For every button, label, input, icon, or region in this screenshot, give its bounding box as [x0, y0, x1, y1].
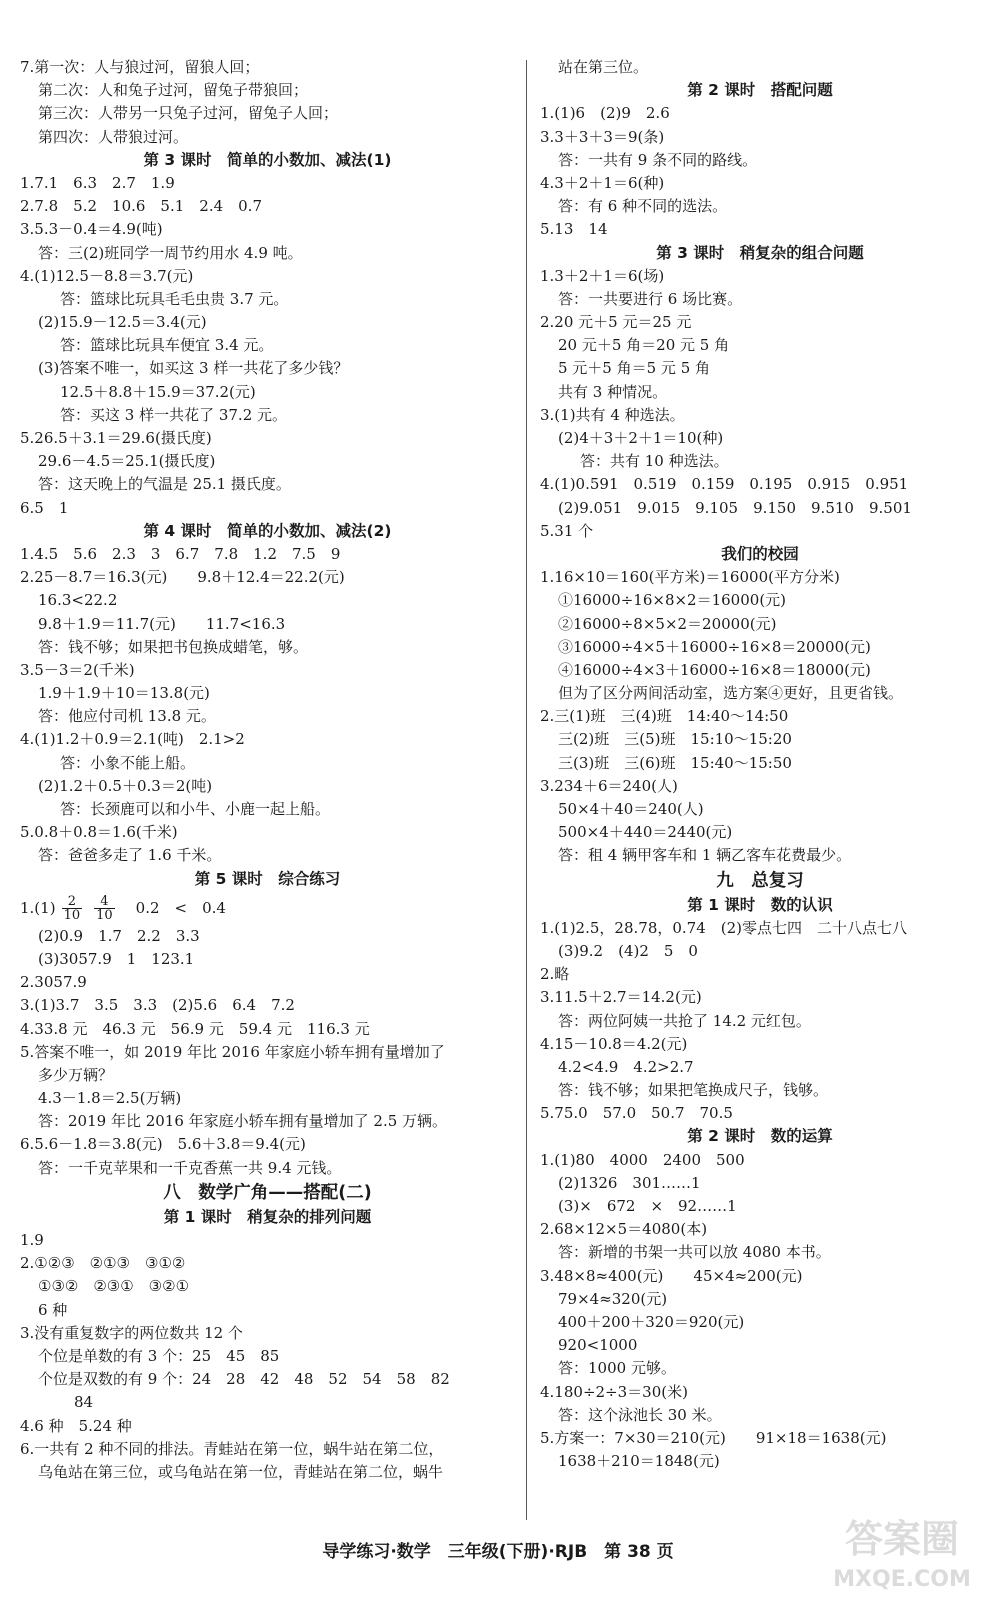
line-text: 2.25－8.7＝16.3(元) 9.8＋12.4＝22.2(元) — [20, 568, 345, 587]
line-text: 1.(1)6 (2)9 2.6 — [540, 104, 670, 123]
answer-line — [20, 1133, 515, 1156]
fraction-numerator: 4 — [94, 895, 115, 909]
answer-line — [20, 566, 515, 589]
line-text: (2)9.051 9.015 9.105 9.150 9.510 9.501 — [558, 498, 912, 517]
line-text: 答：一千克苹果和一千克香蕉一共 9.4 元钱。 — [38, 1158, 342, 1177]
answer-line — [540, 636, 980, 659]
answer-line — [540, 728, 980, 751]
line-text: 9.8＋1.9＝11.7(元) 11.7<16.3 — [38, 614, 286, 633]
line-text: 5.13 14 — [540, 220, 608, 239]
answer-line — [20, 705, 515, 728]
answer-line — [540, 682, 980, 705]
line-text: ②16000÷8×5×2＝20000(元) — [558, 614, 777, 633]
section-heading — [540, 79, 980, 102]
line-text: 2.68×12×5＝4080(本) — [540, 1220, 708, 1239]
line-text: 第三次：人带另一只兔子过河，留兔子人回； — [38, 104, 339, 123]
line-text: 50×4＋40＝240(人) — [558, 800, 704, 818]
line-text: (2)1326 301……1 — [558, 1173, 701, 1192]
fraction — [62, 895, 83, 922]
answer-line — [540, 1102, 980, 1125]
line-text: 答：这个泳池长 30 米。 — [558, 1405, 722, 1424]
line-text: 1.(1)80 4000 2400 500 — [540, 1150, 745, 1169]
line-text: 84 — [74, 1393, 94, 1412]
line-text: 2.三(1)班 三(4)班 14:40～14:50 — [540, 707, 789, 726]
answer-line — [540, 1334, 980, 1357]
section-heading — [540, 894, 980, 917]
answer-line — [540, 613, 980, 636]
line-text: 3.3＋3＋3＝9(条) — [540, 127, 665, 146]
line-text: (3)× 672 × 92……1 — [558, 1197, 737, 1215]
line-text: 4.6 种 5.24 种 — [20, 1416, 132, 1435]
answer-line — [20, 752, 515, 775]
line-text: 4.3＋2＋1＝6(种) — [540, 173, 665, 192]
page-footer: 导学练习·数学 三年级(下册)·RJB 第 38 页 — [322, 1542, 674, 1562]
answer-line — [540, 775, 980, 798]
line-text: 八 数学广角——搭配(二) — [163, 1182, 372, 1203]
answer-line — [540, 705, 980, 728]
line-text: (3)3057.9 1 123.1 — [38, 949, 195, 968]
watermark-url: MXQE.COM — [833, 1567, 971, 1592]
answer-line — [20, 1087, 515, 1110]
answer-line — [20, 1041, 515, 1064]
line-text: 20 元＋5 角＝20 元 5 角 — [558, 336, 730, 355]
line-text: 3.(1)共有 4 种选法。 — [540, 405, 685, 424]
line-text: 第二次：人和兔子过河，留兔子带狼回； — [38, 81, 309, 100]
line-text: 答：1000 元够。 — [558, 1359, 676, 1378]
line-text: 12.5＋8.8＋15.9＝37.2(元) — [60, 382, 256, 401]
answer-line — [20, 971, 515, 994]
line-text: 1.9＋1.9＋10＝13.8(元) — [38, 684, 210, 703]
answer-line — [540, 1195, 980, 1218]
fraction-denominator: 10 — [96, 908, 113, 924]
answer-line — [20, 728, 515, 751]
line-text: 4.(1)0.591 0.519 0.159 0.195 0.915 0.951 — [540, 475, 909, 494]
line-text: 6.一共有 2 种不同的排法。青蛙站在第一位，蜗牛站在第二位， — [20, 1439, 444, 1458]
answer-line — [20, 311, 515, 334]
answer-line — [20, 1275, 515, 1298]
line-text: 共有 3 种情况。 — [558, 382, 668, 401]
line-text: 第 2 课时 搭配问题 — [687, 81, 833, 100]
line-text: 第 3 课时 稍复杂的组合问题 — [656, 243, 864, 262]
line-text: 1638＋210＝1848(元) — [558, 1452, 720, 1471]
line-text: 29.6－4.5＝25.1(摄氏度) — [38, 452, 216, 471]
answer-line — [20, 636, 515, 659]
line-text: ①16000÷16×8×2＝16000(元) — [558, 591, 787, 610]
answer-line — [20, 242, 515, 265]
line-text: 答：三(2)班同学一周节约用水 4.9 吨。 — [38, 243, 303, 262]
line-text: 3.11.5＋2.7＝14.2(元) — [540, 988, 702, 1007]
answer-line — [540, 917, 980, 940]
line-text: 答：买这 3 样一共花了 37.2 元。 — [60, 405, 288, 424]
line-text: 5 元＋5 角＝5 元 5 角 — [558, 359, 711, 378]
line-text: 1.7.1 6.3 2.7 1.9 — [20, 173, 175, 192]
answer-line — [540, 427, 980, 450]
answer-line — [20, 1438, 515, 1461]
section-heading — [540, 868, 980, 894]
answer-line — [540, 1149, 980, 1172]
answer-line — [20, 1064, 515, 1087]
line-text: 4.180÷2÷3＝30(米) — [540, 1382, 688, 1401]
answer-line — [20, 1391, 515, 1414]
line-text: 多少万辆？ — [38, 1065, 114, 1084]
answer-line — [20, 265, 515, 288]
line-text: 5.31 个 — [540, 521, 594, 540]
answer-line — [20, 1252, 515, 1275]
line-text: 400＋200＋320＝920(元) — [558, 1312, 745, 1331]
answer-line — [20, 659, 515, 682]
line-text: 答：新增的书架一共可以放 4080 本书。 — [558, 1243, 831, 1262]
answer-line — [20, 543, 515, 566]
line-text: 4.33.8 元 46.3 元 56.9 元 59.4 元 116.3 元 — [20, 1019, 370, 1038]
answer-line — [20, 948, 515, 971]
answer-line — [540, 940, 980, 963]
line-text: 答：一共有 9 条不同的路线。 — [558, 150, 758, 169]
line-text: 我们的校园 — [721, 544, 799, 563]
answer-line — [540, 288, 980, 311]
answer-line — [20, 1322, 515, 1345]
line-text: 3.234＋6＝240(人) — [540, 776, 678, 795]
answer-line — [540, 195, 980, 218]
answer-line — [20, 404, 515, 427]
answer-line — [20, 1018, 515, 1041]
line-text: (2)4＋3＋2＋1＝10(种) — [558, 429, 724, 447]
answer-line — [540, 1381, 980, 1404]
answer-line — [20, 450, 515, 473]
line-text: 答：小象不能上船。 — [60, 753, 196, 772]
section-heading — [20, 149, 515, 172]
section-heading — [20, 1206, 515, 1229]
line-text: 2.20 元＋5 元＝25 元 — [540, 313, 692, 332]
line-text: 第四次：人带狼过河。 — [38, 127, 189, 146]
line-text: ④16000÷4×3＋16000÷16×8＝18000(元) — [558, 660, 871, 679]
section-heading — [540, 242, 980, 265]
line-text: 1.4.5 5.6 2.3 3 6.7 7.8 1.2 7.5 9 — [20, 544, 341, 563]
line-text: 站在第三位。 — [558, 58, 649, 76]
line-text: 3.(1)3.7 3.5 3.3 (2)5.6 6.4 7.2 — [20, 996, 295, 1015]
line-text: 答：钱不够；如果把笔换成尺子，钱够。 — [558, 1081, 829, 1100]
line-text: 第 4 课时 简单的小数加、减法(2) — [143, 521, 392, 540]
answer-line — [540, 473, 980, 496]
section-heading — [20, 1180, 515, 1206]
line-text: 6 种 — [38, 1300, 68, 1319]
answer-line — [20, 195, 515, 218]
answer-line — [540, 56, 980, 79]
answer-line — [20, 218, 515, 241]
line-text: 答：钱不够；如果把书包换成蜡笔，够。 — [38, 637, 309, 656]
line-text: 5.答案不唯一，如 2019 年比 2016 年家庭小轿车拥有量增加了 — [20, 1042, 445, 1061]
line-text: 答：篮球比玩具车便宜 3.4 元。 — [60, 336, 274, 355]
answer-line — [540, 963, 980, 986]
answer-line — [20, 1461, 515, 1484]
answer-line — [540, 1079, 980, 1102]
answer-line — [540, 1404, 980, 1427]
line-text: 5.75.0 57.0 50.7 70.5 — [540, 1104, 733, 1123]
answer-line — [540, 172, 980, 195]
answer-line — [540, 357, 980, 380]
line-text: 答：两位阿姨一共抢了 14.2 元红包。 — [558, 1011, 811, 1030]
section-heading — [20, 868, 515, 891]
answer-line — [20, 126, 515, 149]
answer-line — [540, 102, 980, 125]
line-text: 三(3)班 三(6)班 15:40～15:50 — [558, 753, 792, 772]
line-text: 500×4＋440＝2440(元) — [558, 823, 733, 842]
answer-line — [20, 775, 515, 798]
line-text: 答：2019 年比 2016 年家庭小轿车拥有量增加了 2.5 万辆。 — [38, 1112, 448, 1131]
answer-line — [20, 1345, 515, 1368]
answer-line — [540, 798, 980, 821]
line-text: 920<1000 — [558, 1336, 638, 1355]
line-text: (3)答案不唯一，如买这 3 样一共花了多少钱？ — [38, 359, 349, 378]
answer-line — [20, 821, 515, 844]
line-text: 1.16×10＝160(平方米)＝16000(平方分米) — [540, 568, 840, 587]
line-text: 3.5.3－0.4＝4.9(吨) — [20, 220, 163, 239]
line-text: (2)15.9－12.5＝3.4(元) — [38, 313, 207, 332]
line-text: ③16000÷4×5＋16000÷16×8＝20000(元) — [558, 637, 871, 656]
answer-line — [20, 1229, 515, 1252]
answer-line — [540, 497, 980, 520]
answer-line — [540, 450, 980, 473]
answer-line — [20, 994, 515, 1017]
answer-line — [540, 404, 980, 427]
line-text: 答：共有 10 种选法。 — [580, 452, 729, 471]
line-text: 第 1 课时 稍复杂的排列问题 — [163, 1207, 372, 1226]
answer-line — [540, 659, 980, 682]
line-text: 5.方案一：7×30＝210(元) 91×18＝1638(元) — [540, 1428, 887, 1447]
answer-line — [20, 381, 515, 404]
answer-line — [20, 102, 515, 125]
answer-line — [540, 149, 980, 172]
line-text: (2)1.2＋0.5＋0.3＝2(吨) — [38, 776, 213, 795]
answer-line — [540, 311, 980, 334]
answer-line — [540, 1010, 980, 1033]
line-text: 三(2)班 三(5)班 15:10～15:20 — [558, 730, 792, 749]
line-text: 4.15－10.8＝4.2(元) — [540, 1034, 688, 1053]
line-text: 1.9 — [20, 1231, 44, 1249]
line-text: 答：长颈鹿可以和小牛、小鹿一起上船。 — [60, 800, 331, 818]
answer-line — [540, 566, 980, 589]
answer-line — [540, 821, 980, 844]
fraction — [94, 895, 115, 922]
line-text: 答：有 6 种不同的选法。 — [558, 197, 728, 216]
line-text: 2.①②③ ②①③ ③①② — [20, 1254, 186, 1273]
line-text: 7.第一次：人与狼过河，留狼人回； — [20, 58, 260, 76]
line-text: 2.略 — [540, 965, 570, 984]
fraction-denominator: 10 — [63, 908, 81, 924]
answer-line — [540, 334, 980, 357]
answer-line — [20, 1157, 515, 1180]
section-heading — [540, 543, 980, 566]
answer-line — [540, 986, 980, 1009]
line-text: 2.7.8 5.2 10.6 5.1 2.4 0.7 — [20, 197, 262, 216]
answer-line — [20, 1299, 515, 1322]
line-text: 5.26.5＋3.1＝29.6(摄氏度) — [20, 429, 212, 447]
answer-line — [20, 844, 515, 867]
fraction-numerator: 2 — [62, 895, 83, 909]
answer-line — [540, 1311, 980, 1334]
answer-line — [20, 1368, 515, 1391]
section-heading — [540, 1125, 980, 1148]
line-text: 1.(1) — [20, 898, 56, 917]
answer-line — [540, 520, 980, 543]
line-text: 答：他应付司机 13.8 元。 — [38, 707, 216, 726]
answer-line — [540, 1288, 980, 1311]
answer-line — [20, 427, 515, 450]
line-text: 乌龟站在第三位，或乌龟站在第一位，青蛙站在第二位，蜗牛 — [38, 1462, 444, 1481]
answer-line — [20, 497, 515, 520]
line-text: (2)0.9 1.7 2.2 3.3 — [38, 926, 200, 945]
line-tail-text: 0.2 < 0.4 — [120, 898, 226, 917]
line-text: 4.2<4.9 4.2>2.7 — [558, 1057, 694, 1076]
answer-line — [20, 473, 515, 496]
line-text: 1.(1)2.5，28.78，0.74 (2)零点七四 二十八点七八 — [540, 918, 908, 937]
answer-line — [540, 844, 980, 867]
line-text: 4.(1)1.2＋0.9＝2.1(吨) 2.1>2 — [20, 730, 245, 749]
answer-line — [20, 172, 515, 195]
line-text: 答：篮球比玩具毛毛虫贵 3.7 元。 — [60, 289, 289, 308]
answer-line — [540, 589, 980, 612]
line-text: 3.5－3＝2(千米) — [20, 660, 135, 679]
answer-line — [20, 56, 515, 79]
line-text: 3.没有重复数字的两位数共 12 个 — [20, 1323, 243, 1342]
answer-line — [540, 1450, 980, 1473]
watermark-graphic — [822, 1506, 982, 1596]
line-text: 但为了区分两间活动室，选方案④更好，且更省钱。 — [558, 684, 904, 703]
answer-line — [20, 925, 515, 948]
answer-line — [20, 1415, 515, 1438]
answer-line — [540, 1172, 980, 1195]
line-text: ①③② ②③① ③②① — [38, 1277, 190, 1296]
line-text: 第 2 课时 数的运算 — [687, 1127, 833, 1146]
answer-line — [540, 1241, 980, 1264]
answer-line — [20, 357, 515, 380]
answer-line — [20, 798, 515, 821]
line-text: 16.3<22.2 — [38, 591, 118, 610]
answer-line — [20, 891, 515, 925]
answer-line — [20, 1110, 515, 1133]
answer-line — [540, 752, 980, 775]
answer-line — [540, 1033, 980, 1056]
line-text: 4.(1)12.5－8.8＝3.7(元) — [20, 266, 194, 285]
section-heading — [20, 520, 515, 543]
answer-line — [540, 1056, 980, 1079]
answer-line — [20, 682, 515, 705]
line-text: 第 1 课时 数的认识 — [687, 895, 833, 914]
column-divider — [526, 60, 527, 1520]
answer-line — [540, 126, 980, 149]
line-text: 79×4≈320(元) — [558, 1289, 668, 1308]
line-text: 答：一共要进行 6 场比赛。 — [558, 289, 743, 308]
answer-line — [540, 1218, 980, 1241]
line-text: 5.0.8＋0.8＝1.6(千米) — [20, 823, 178, 842]
answer-line — [540, 1427, 980, 1450]
line-text: 九 总复习 — [716, 870, 804, 891]
line-text: 2.3057.9 — [20, 973, 87, 992]
line-text: 答：爸爸多走了 1.6 千米。 — [38, 846, 222, 865]
answer-line — [20, 334, 515, 357]
line-text: 1.3＋2＋1＝6(场) — [540, 266, 665, 285]
line-text: 个位是单数的有 3 个：25 45 85 — [38, 1346, 280, 1365]
line-text: 答：租 4 辆甲客车和 1 辆乙客车花费最少。 — [558, 846, 852, 865]
watermark-title: 答案圈 — [844, 1517, 960, 1561]
line-text: 3.48×8≈400(元) 45×4≈200(元) — [540, 1266, 803, 1285]
answer-line — [540, 218, 980, 241]
line-text: 第 5 课时 综合练习 — [194, 869, 341, 888]
right-column — [540, 56, 980, 1473]
answer-line — [20, 79, 515, 102]
line-text: (3)9.2 (4)2 5 0 — [558, 941, 698, 960]
answer-line — [540, 265, 980, 288]
line-text: 6.5.6－1.8＝3.8(元) 5.6＋3.8＝9.4(元) — [20, 1135, 306, 1154]
line-text: 答：这天晚上的气温是 25.1 摄氏度。 — [38, 475, 291, 494]
left-column — [20, 56, 515, 1484]
answer-line — [540, 1357, 980, 1380]
answer-line — [540, 1265, 980, 1288]
line-text: 4.3－1.8＝2.5(万辆) — [38, 1089, 182, 1108]
answer-line — [20, 288, 515, 311]
answer-line — [20, 613, 515, 636]
answer-line — [20, 589, 515, 612]
watermark-logo — [822, 1506, 982, 1596]
line-text: 6.5 1 — [20, 498, 69, 517]
line-text: 第 3 课时 简单的小数加、减法(1) — [143, 150, 392, 169]
answer-line — [540, 381, 980, 404]
line-text: 个位是双数的有 9 个：24 28 42 48 52 54 58 82 — [38, 1370, 450, 1389]
